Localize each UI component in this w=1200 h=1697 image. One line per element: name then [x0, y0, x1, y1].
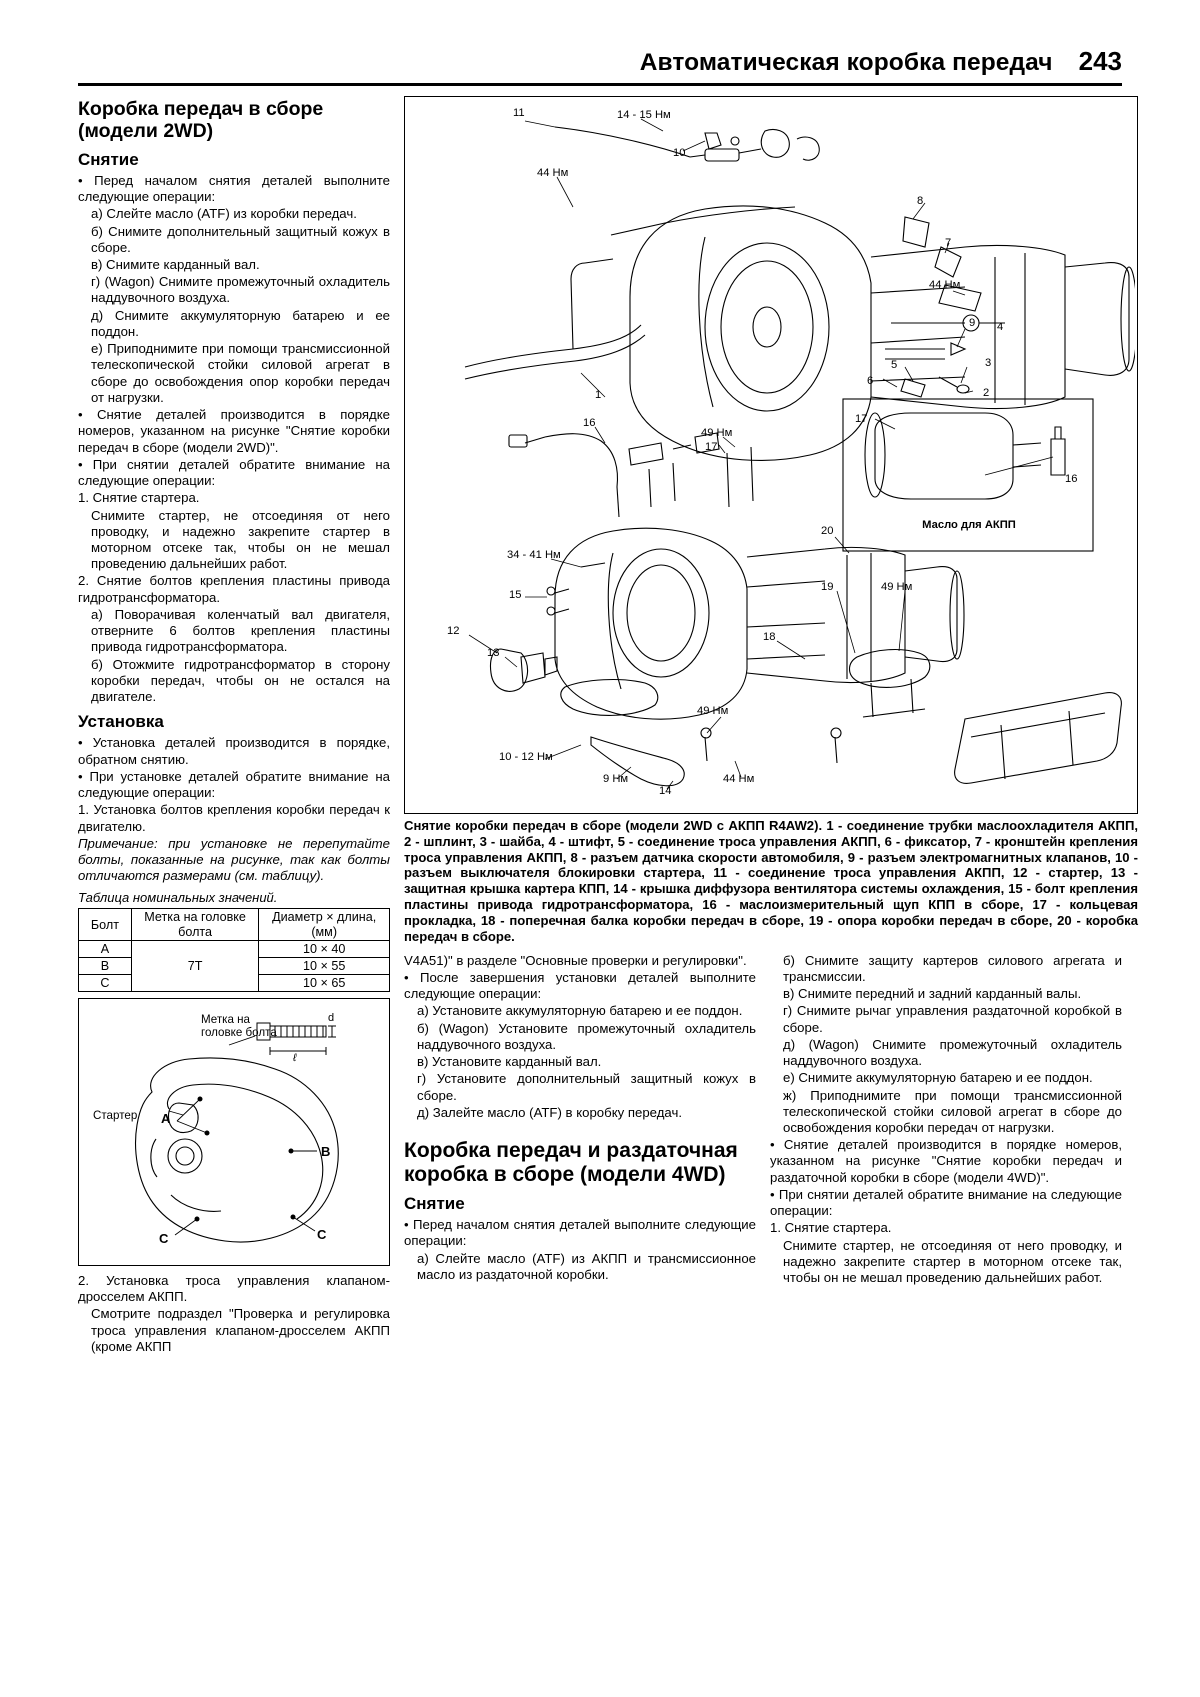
figure-callout: 13: [487, 647, 500, 659]
paragraph: б) Снимите дополнительный защитный кожух в сборе.: [91, 223, 390, 255]
page-content: [78, 96, 1138, 1356]
bolt-location-figure: [78, 998, 390, 1266]
table-cell: 10 × 55: [259, 957, 390, 974]
paragraph: 1. Установка болтов крепления коробки передач к двигателю.: [78, 802, 390, 834]
paragraph: • При установке деталей обратите внимание на следующие операции:: [78, 768, 390, 801]
figure-callout: 5: [891, 359, 898, 371]
nominal-values-table: [78, 908, 390, 991]
figure-callout: 7: [945, 237, 952, 249]
section-heading-gearbox-4wd: Коробка передач и раздаточная коробка в сборе (модели 4WD): [404, 1138, 738, 1187]
figure-callout: 10 - 12 Нм: [499, 751, 553, 763]
note-paragraph: Примечание: при установке не перепутайте болты, показанные на рисунке, так как болты отличаются размерами (см. таблицу).: [78, 835, 390, 884]
table-header-cell: Болт: [79, 909, 132, 940]
figure-caption: Снятие коробки передач в сборе (модели 2WD с АКПП R4AW2). 1 - соединение трубки маслоохладителя АКПП, 2 - шплинт, 3 - шайба, 4 - штифт, 5 - соединение троса управления АКПП, 6 - фиксатор, 7 - кронштейн крепления троса управления АКПП, 8 - разъем датчика скорости автомобиля, 9 - разъем электромагнитных клапанов, 10 - разъем выключателя блокировки стартера, 11 - соединение троса управления АКПП, 12 - стартер, 13 - защитная крышка картера КПП, 14 - крышка диффузора вентилятора системы охлаждения, 15 - болт крепления пластины привода гидротрансформатора, 16 - маслоизмерительный щуп КПП в сборе, 17 - кольцевая прокладка, 18 - поперечная балка коробки передач в сборе, 19 - опора коробки передач в сборе, 20 - коробка передач в сборе.: [404, 818, 1138, 944]
paragraph: 2. Снятие болтов крепления пластины привода гидротрансформатора.: [78, 573, 390, 605]
table-row: [79, 940, 390, 957]
bolt-label-a: A: [161, 1110, 171, 1126]
paragraph: д) (Wagon) Снимите промежуточный охладитель наддувочного воздуха.: [783, 1036, 1122, 1069]
paragraph: • После завершения установки деталей выполните следующие операции:: [404, 969, 756, 1002]
figure-callout: 20: [821, 525, 834, 537]
paragraph: г) (Wagon) Снимите промежуточный охладитель наддувочного воздуха.: [91, 274, 390, 306]
section-heading-gearbox-2wd: Коробка передач в сборе (модели 2WD): [78, 98, 324, 143]
figure-callout: 15: [509, 589, 522, 601]
figure-callout: 17: [705, 441, 718, 453]
paragraph: • Установка деталей производится в порядке, обратном снятию.: [78, 735, 390, 767]
inset-caption-atf-oil: Масло для АКПП: [922, 519, 1016, 531]
transmission-figure: [404, 96, 1138, 814]
paragraph: б) (Wagon) Установите промежуточный охладитель наддувочного воздуха.: [417, 1020, 756, 1052]
paragraph: е) Снимите аккумуляторную батарею и ее поддон.: [783, 1070, 1093, 1086]
figure-callout: 49 Нм: [697, 705, 729, 717]
figure-callout: 34 - 41 Нм: [507, 549, 561, 561]
paragraph: в) Снимите передний и задний карданный валы.: [783, 986, 1082, 1002]
figure-callout: 18: [763, 631, 776, 643]
paragraph: в) Установите карданный вал.: [417, 1054, 602, 1070]
figure-callout: 10: [673, 147, 686, 159]
bolt-mark-label: Метка на головке болта: [201, 1012, 277, 1040]
right-side: [404, 96, 1138, 1356]
lower-columns: [404, 953, 1138, 1288]
paragraph: 1. Снятие стартера.: [770, 1220, 892, 1236]
paragraph: а) Поворачивая коленчатый вал двигателя, отверните 6 болтов крепления пластины привода гидротрансформатора.: [91, 606, 390, 655]
figure-callout: 3: [985, 357, 992, 369]
paragraph: е) Приподнимите при помощи трансмиссионной телескопической стойки силовой агрегат в сборе до освобождения опор коробки передач от нагрузки.: [91, 341, 390, 405]
table-header-cell: Метка на головке болта: [131, 909, 259, 940]
figure-callout: 14 - 15 Нм: [617, 109, 671, 121]
svg-text:ℓ: ℓ: [293, 1051, 297, 1064]
subheading-removal: Снятие: [78, 149, 139, 169]
paragraph: • Перед началом снятия деталей выполните следующие операции:: [78, 172, 390, 205]
figure-callout: 6: [867, 375, 874, 387]
figure-callout: 19: [821, 581, 834, 593]
paragraph: а) Слейте масло (ATF) из коробки передач.: [91, 206, 357, 222]
middle-column: [404, 953, 756, 1288]
paragraph: д) Снимите аккумуляторную батарею и ее поддон.: [91, 307, 390, 339]
table-cell: B: [79, 957, 132, 974]
paragraph: • Перед началом снятия деталей выполните следующие операции:: [404, 1217, 756, 1249]
paragraph: • Снятие деталей производится в порядке номеров, указанном на рисунке "Снятие коробки передач в сборе (модели 2WD)".: [78, 407, 390, 455]
table-cell: A: [79, 940, 132, 957]
figure-callout: 1: [595, 389, 602, 401]
paragraph: а) Слейте масло (ATF) из АКПП и трансмиссионное масло из раздаточной коробки.: [417, 1250, 756, 1282]
paragraph: • Снятие деталей производится в порядке номеров, указанном на рисунке "Снятие коробки передач и раздаточной коробки в сборе (модели 4WD)".: [770, 1137, 1122, 1185]
svg-text:d: d: [328, 1011, 335, 1024]
paragraph: в) Снимите карданный вал.: [91, 257, 260, 273]
bolt-label-c1: C: [159, 1230, 169, 1246]
page-title: Автоматическая коробка передач: [639, 49, 1053, 76]
paragraph: б) Отожмите гидротрансформатор в сторону коробки передач, чтобы он не остался на двигателе.: [91, 656, 390, 705]
starter-label: Стартер: [93, 1108, 138, 1122]
paragraph: а) Установите аккумуляторную батарею и ее поддон.: [417, 1003, 743, 1019]
figure-callout: 4: [997, 321, 1004, 333]
figure-callout: 9 Нм: [603, 773, 629, 785]
bolt-label-c2: C: [317, 1226, 327, 1242]
page-header: [78, 46, 1122, 77]
table-caption: Таблица номинальных значений.: [78, 890, 278, 906]
figure-callout: 16: [1065, 473, 1078, 485]
paragraph: V4A51)" в разделе "Основные проверки и регулировки".: [404, 952, 747, 968]
figure-callout: 49 Нм: [881, 581, 913, 593]
right-column: [770, 953, 1122, 1288]
table-header-row: [79, 909, 390, 940]
figure-callout: 12: [447, 625, 460, 637]
subheading-removal-4wd: Снятие: [404, 1194, 465, 1214]
figure-callout: 44 Нм: [929, 279, 961, 291]
page-number: 243: [1078, 46, 1122, 76]
figure-callout: 49 Нм: [701, 427, 733, 439]
bolt-label-b: B: [321, 1143, 331, 1159]
transmission-diagram-svg: [405, 97, 1135, 811]
paragraph: Снимите стартер, не отсоединяя от него проводку, и надежно закрепите стартер в моторном отсеке так, чтобы он не мешал проведению дальнейших работ.: [783, 1237, 1122, 1286]
paragraph: • При снятии деталей обратите внимание на следующие операции:: [78, 456, 390, 489]
header-rule: [78, 83, 1122, 86]
left-column: [78, 96, 390, 1356]
figure-callout: 44 Нм: [723, 773, 755, 785]
paragraph: • При снятии деталей обратите внимание на следующие операции:: [770, 1186, 1122, 1219]
paragraph: б) Снимите защиту картеров силового агрегата и трансмиссии.: [783, 952, 1122, 984]
table-cell: C: [79, 974, 132, 991]
subheading-installation: Установка: [78, 712, 164, 732]
table-cell: 10 × 40: [259, 940, 390, 957]
paragraph: 1. Снятие стартера.: [78, 490, 200, 506]
paragraph: 2. Установка троса управления клапаном-дросселем АКПП.: [78, 1272, 390, 1305]
figure-callout: 14: [659, 785, 672, 797]
figure-callout: 16: [583, 417, 596, 429]
paragraph: д) Залейте масло (ATF) в коробку передач.: [417, 1104, 682, 1120]
figure-callout: 2: [983, 387, 990, 399]
paragraph: г) Установите дополнительный защитный кожух в сборе.: [417, 1071, 756, 1103]
figure-callout: 44 Нм: [537, 167, 569, 179]
figure-callout: 11: [513, 107, 525, 119]
paragraph: Смотрите подраздел "Проверка и регулировка троса управления клапаном-дросселем АКПП (кроме АКПП: [91, 1306, 390, 1354]
figure-callout: 17: [855, 413, 868, 425]
table-header-cell: Диаметр × длина, (мм): [259, 909, 390, 940]
paragraph: ж) Приподнимите при помощи трансмиссионной телескопической стойки силовой агрегат в сборе до освобождения коробки передач от нагрузки.: [783, 1087, 1122, 1135]
table-cell: 7T: [131, 940, 259, 991]
figure-callout: 8: [917, 195, 924, 207]
table-cell: 10 × 65: [259, 974, 390, 991]
figure-callout: 9: [969, 317, 976, 329]
paragraph: г) Снимите рычаг управления раздаточной коробкой в сборе.: [783, 1003, 1122, 1035]
paragraph: Снимите стартер, не отсоединяя от него проводку, и надежно закрепите стартер в моторном отсеке так, чтобы он не мешал проведению дальнейших работ.: [91, 507, 390, 572]
